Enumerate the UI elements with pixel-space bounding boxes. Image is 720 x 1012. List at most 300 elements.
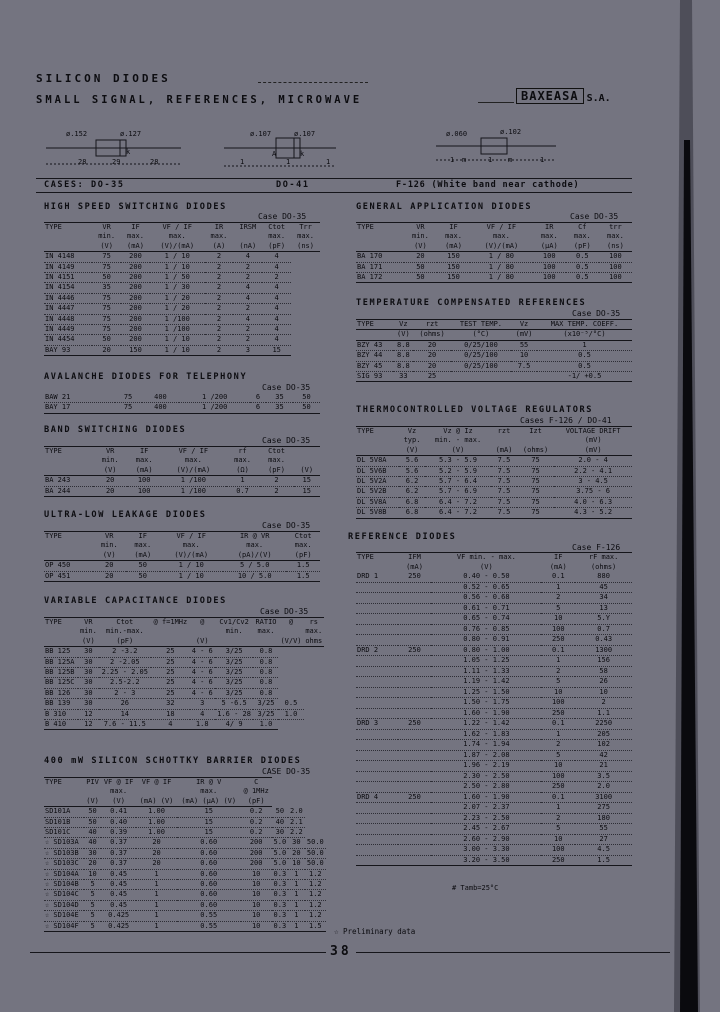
- tc-header-cell: (x10⁻⁵/°C): [537, 330, 632, 340]
- ref-cell: [398, 698, 432, 709]
- sch-cell: 1: [136, 869, 176, 879]
- vc-header-cell: min.: [79, 627, 97, 636]
- sch-cell: 0.3: [273, 880, 287, 889]
- bs-header-cell: [44, 456, 93, 465]
- bs-header-cell: (V): [93, 466, 127, 476]
- sch-cell: 0.3: [273, 911, 287, 920]
- ref-cell: 0.1: [541, 719, 575, 730]
- sch-cell: 5.0: [273, 848, 287, 857]
- sch-cell: 5: [84, 921, 101, 931]
- tc-header-cell: (V): [393, 330, 413, 340]
- ref-cell: [398, 677, 432, 688]
- tv-cell: 75: [517, 497, 554, 507]
- tv-cell: DL 5V8A: [356, 497, 399, 507]
- hs-cell: 2: [205, 273, 234, 283]
- sch-cell: 0.45: [101, 880, 137, 890]
- vc-cell: 3/25: [215, 678, 254, 688]
- ref-cell: 2.50 - 2.80: [431, 782, 541, 793]
- ga-header-cell: IF: [437, 223, 470, 233]
- sch-cell: 0.37: [101, 848, 137, 858]
- hs-cell: 1 /100: [150, 314, 205, 324]
- sch-cell: 50: [272, 807, 289, 817]
- tv-cell: DL 5V2A: [356, 477, 399, 487]
- logo-text: BAXEASA: [516, 88, 584, 104]
- ref-cell: [356, 698, 398, 709]
- pkg2-label-e: 1: [286, 158, 291, 166]
- tc-header-cell: (mV): [511, 330, 537, 340]
- bs-header-cell: max.: [184, 456, 202, 465]
- sch-header-row: [44, 787, 326, 796]
- tv-table: [356, 426, 632, 519]
- ga-header-cell: [356, 242, 404, 252]
- table-row: [356, 340, 632, 350]
- vc-cell: 2 -3.2: [99, 647, 151, 657]
- tv-cell: 3 - 4.5: [554, 477, 632, 487]
- tv-header-row: [356, 436, 632, 445]
- ul-header-cell: [44, 541, 93, 550]
- tc-cell: [511, 372, 537, 382]
- sch-cell: 50.0: [305, 848, 326, 858]
- ul-header-cell: (mA): [126, 551, 160, 561]
- sch-header-row: [44, 797, 326, 807]
- tv-header-cell: rzt: [491, 427, 517, 437]
- av-case: Case DO-35: [262, 383, 311, 392]
- sch-cell: ☆ SD104D: [44, 900, 84, 910]
- ul-header-cell: (V): [93, 551, 127, 561]
- table-row: [356, 845, 632, 856]
- ga-header-cell: max.: [573, 232, 591, 241]
- tv-cell: 75: [517, 487, 554, 497]
- sch-cell: SD101C: [44, 828, 84, 838]
- logo-suffix: S.A.: [586, 93, 611, 104]
- hs-cell: 15: [262, 345, 291, 355]
- ref-cell: 0.80 - 1.00: [431, 645, 541, 656]
- pkg2-label-a: ø.107: [250, 130, 272, 138]
- ga-cell: 1 / 80: [470, 273, 533, 283]
- vc-cell: 25: [151, 657, 190, 667]
- ul-table: [44, 531, 320, 582]
- ul-header-cell: IF: [126, 532, 160, 542]
- ref-cell: [356, 740, 398, 751]
- ref-cell: 1: [541, 803, 575, 814]
- tv-header-cell: typ.: [403, 436, 421, 445]
- vc-cell: 3/25: [215, 668, 254, 678]
- tc-header-cell: Vz: [393, 320, 413, 330]
- sch-cell: ☆ SD104F: [44, 921, 84, 931]
- bs-header-cell: TYPE: [44, 447, 93, 457]
- sch-header-cell: max.: [200, 787, 218, 796]
- tc-cell: 20: [413, 351, 450, 361]
- ref-cell: [398, 845, 432, 856]
- bs-cell: BA 244: [44, 486, 93, 496]
- av-cell: 75: [115, 393, 142, 403]
- ga-header-cell: max.: [492, 232, 510, 241]
- ref-cell: [356, 761, 398, 772]
- ref-cell: 5: [541, 824, 575, 835]
- ul-header-cell: max.: [294, 541, 312, 550]
- table-row: [356, 803, 632, 814]
- ref-header-cell: rF max.: [575, 553, 632, 563]
- table-row: [44, 262, 320, 272]
- ul-cell: 20: [93, 571, 127, 581]
- sch-header-cell: (mA) (µA) (V): [177, 797, 241, 807]
- ref-cell: [398, 782, 432, 793]
- hs-cell: 2: [205, 314, 234, 324]
- ref-cell: [356, 582, 398, 593]
- tc-cell: BZY 43: [356, 340, 393, 350]
- sch-cell: 1: [136, 921, 176, 931]
- sch-header-cell: [44, 787, 84, 796]
- tv-cell: 5.2 - 5.9: [425, 466, 491, 476]
- table-row: [44, 325, 320, 335]
- tc-cell: BZY 44: [356, 351, 393, 361]
- hs-cell: 200: [121, 283, 150, 293]
- table-row: [44, 869, 326, 879]
- ref-cell: 4.5: [575, 845, 632, 856]
- tv-cell: 7.5: [491, 497, 517, 507]
- ref-cell: 1: [541, 656, 575, 667]
- ref-header-cell: VF min. - max.: [431, 553, 541, 563]
- pkg3-label-d: m: [462, 156, 467, 164]
- sch-header-cell: PIV: [86, 778, 99, 786]
- sch-cell: SD101B: [44, 817, 84, 827]
- sch-cell: 50: [84, 817, 101, 827]
- bs-cell: 100: [127, 476, 161, 486]
- hs-cell: 4: [262, 304, 291, 314]
- sch-cell: 10: [241, 880, 272, 890]
- ul-cell: 1.5: [286, 561, 320, 571]
- sch-cell: 1: [136, 880, 176, 890]
- vc-cell: 25: [151, 688, 190, 698]
- hs-cell: 20: [92, 345, 121, 355]
- table-row: [356, 666, 632, 677]
- ref-cell: [398, 729, 432, 740]
- tc-cell: 20: [413, 361, 450, 371]
- header-dash: [258, 82, 368, 83]
- tc-cell: 0/25/100: [451, 351, 511, 361]
- vc-cell: 4 - 6: [191, 657, 213, 666]
- table-row: [44, 561, 320, 571]
- sch-cell: 2.0: [288, 807, 305, 817]
- ref-cell: 1.5: [575, 855, 632, 866]
- ref-header-cell: (mA): [406, 562, 423, 571]
- vc-header-cell: ohms: [305, 636, 323, 645]
- vc-cell: 4 - 6: [191, 647, 213, 656]
- table-row: [356, 456, 632, 466]
- sch-cell: 0.60: [177, 848, 241, 858]
- table-row: [356, 603, 632, 614]
- ul-header-cell: max.: [246, 541, 264, 550]
- ga-header-cell: Cf: [566, 223, 599, 233]
- tv-cell: 2.0 - 4: [554, 456, 632, 466]
- sch-cell: 20: [288, 848, 305, 858]
- bs-cell: 0.7: [226, 486, 260, 496]
- ul-header-cell: max.: [134, 541, 152, 550]
- ref-cell: [398, 855, 432, 866]
- sch-cell: 20: [136, 859, 176, 869]
- hs-cell: 1 / 10: [150, 345, 205, 355]
- ref-cell: 5: [541, 603, 575, 614]
- tc-header-row: [356, 320, 632, 330]
- sch-cell: 0.40: [101, 817, 137, 827]
- ref-cell: [398, 666, 432, 677]
- vc-header-cell: VR: [78, 618, 98, 628]
- sch-cell: 0.3: [273, 921, 287, 930]
- hs-cell: 1 / 10: [150, 335, 205, 345]
- ref-cell: 10: [575, 687, 632, 698]
- ga-header-cell: (mA): [437, 242, 470, 252]
- table-row: [356, 719, 632, 730]
- ul-cell: 1 / 10: [160, 571, 223, 581]
- sch-cell: 5: [84, 900, 101, 910]
- tv-case: Cases F-126 / DO-41: [520, 416, 612, 425]
- av-cell: 50: [293, 403, 320, 413]
- ref-cell: 1.60 - 1.90: [431, 792, 541, 803]
- ref-cell: [356, 729, 398, 740]
- vc-cell: 30: [78, 678, 98, 688]
- sch-table: [44, 777, 326, 932]
- ref-cell: 880: [575, 572, 632, 582]
- ref-cell: 250: [398, 792, 432, 803]
- sch-cell: 1.00: [136, 828, 176, 838]
- ul-header-cell: (pA)/(V): [223, 551, 286, 561]
- vc-cell: 30: [78, 688, 98, 698]
- ul-header-cell: TYPE: [44, 532, 93, 542]
- hs-cell: 2: [233, 335, 262, 345]
- tv-header-row: [356, 446, 632, 456]
- sch-cell: 50.0: [305, 838, 326, 848]
- hs-title: HIGH SPEED SWITCHING DIODES: [44, 202, 227, 212]
- tv-header-cell: [356, 446, 399, 456]
- bs-cell: 1 /100: [161, 476, 225, 486]
- hs-cell: 2: [205, 304, 234, 314]
- ref-cell: 0.43: [575, 635, 632, 646]
- sch-cell: 1: [288, 880, 305, 890]
- ref-cell: 1.25 - 1.50: [431, 687, 541, 698]
- bs-cell: 2: [260, 486, 294, 496]
- pkg2-label-c: 1: [240, 158, 245, 166]
- sch-header-cell: [44, 797, 84, 807]
- table-row: [356, 487, 632, 497]
- ref-cell: [356, 803, 398, 814]
- tv-cell: 5.7 - 6.9: [425, 487, 491, 497]
- ul-cell: 5 / 5.0: [223, 561, 286, 571]
- ga-cell: 100: [533, 252, 566, 262]
- tv-cell: 2.2 - 4.1: [554, 466, 632, 476]
- tv-header-cell: (V): [399, 446, 425, 456]
- ref-cell: [398, 813, 432, 824]
- ga-cell: 50: [404, 262, 437, 272]
- tv-cell: 5.6: [399, 466, 425, 476]
- sch-cell: 1: [288, 900, 305, 910]
- sch-cell: 1: [136, 911, 176, 921]
- tv-header-cell: [491, 436, 517, 445]
- tc-cell: 0.5: [537, 351, 632, 361]
- sch-cell: 0.425: [101, 911, 137, 921]
- ref-cell: 102: [575, 740, 632, 751]
- sch-cell: 1: [288, 890, 305, 900]
- sch-cell: 1.2: [305, 900, 326, 910]
- tc-header-cell: Vz: [511, 320, 537, 330]
- hs-cell: 200: [121, 273, 150, 283]
- hs-cell: 200: [121, 293, 150, 303]
- tc-title: TEMPERATURE COMPENSATED REFERENCES: [356, 298, 587, 308]
- pkg1-label-c: 28: [78, 158, 87, 166]
- bs-cell: 100: [127, 486, 161, 496]
- ref-cell: 205: [575, 729, 632, 740]
- vc-header-cell: @: [190, 618, 215, 628]
- bs-header-cell: [44, 466, 93, 476]
- ref-cell: [398, 824, 432, 835]
- sch-cell: 0.425: [101, 921, 137, 931]
- vc-case: Case DO-35: [260, 607, 309, 616]
- table-row: [44, 283, 320, 293]
- ref-cell: 1: [541, 729, 575, 740]
- ul-header-row: [44, 541, 320, 550]
- sch-cell: 20: [136, 848, 176, 858]
- vc-cell: B 310: [44, 709, 78, 719]
- tv-cell: DL 5V8B: [356, 508, 399, 518]
- tv-cell: 3.75 - 6: [554, 487, 632, 497]
- bs-cell: 15: [294, 476, 320, 486]
- vc-cell: 30: [78, 647, 98, 657]
- ref-cell: 5.Y: [575, 614, 632, 625]
- table-row: [356, 614, 632, 625]
- av-title: AVALANCHE DIODES FOR TELEPHONY: [44, 372, 248, 382]
- sch-cell: 10: [84, 869, 101, 879]
- ref-cell: DRD 3: [356, 719, 398, 730]
- ref-cell: 250: [541, 635, 575, 646]
- sch-cell: 1.00: [136, 807, 176, 817]
- pkg2-label-f: k: [300, 150, 305, 158]
- table-row: [44, 900, 326, 910]
- ref-cell: [398, 593, 432, 604]
- vc-cell: 30: [78, 657, 98, 667]
- tc-cell: BZY 45: [356, 361, 393, 371]
- ref-cell: [398, 740, 432, 751]
- table-row: [356, 593, 632, 604]
- ref-cell: [398, 803, 432, 814]
- av-cell: 35: [266, 403, 293, 413]
- tc-cell: 1: [537, 340, 632, 350]
- pkg3-label-f: m: [508, 156, 513, 164]
- table-row: [44, 668, 324, 678]
- ga-cell: BA 171: [356, 262, 404, 272]
- pkg1-label-f: 28: [150, 158, 159, 166]
- sch-cell: 0.37: [101, 859, 137, 869]
- sch-header-cell: @ 1MHz: [243, 787, 269, 796]
- sch-cell: 1.2: [305, 869, 326, 879]
- tv-cell: DL 5V6B: [356, 466, 399, 476]
- hs-cell: 35: [92, 283, 121, 293]
- table-row: [44, 345, 320, 355]
- ref-header-cell: IFM: [398, 553, 432, 563]
- vc-cell: 32: [151, 699, 190, 709]
- ga-header-cell: max.: [607, 232, 624, 241]
- vc-header-cell: (V): [78, 637, 98, 647]
- table-row: [44, 273, 320, 283]
- tv-header-cell: VOLTAGE DRIFT: [554, 427, 632, 437]
- hs-header-cell: IF: [121, 223, 150, 233]
- ref-cell: 10: [541, 614, 575, 625]
- vc-cell: 7.6 - 11.5: [99, 720, 151, 730]
- vc-cell: 12: [78, 720, 98, 730]
- sch-cell: 10: [241, 890, 272, 900]
- ref-cell: 3.5: [575, 771, 632, 782]
- ul-header-cell: [44, 551, 93, 561]
- ref-cell: 10: [541, 687, 575, 698]
- hs-cell: 75: [92, 293, 121, 303]
- vc-header-cell: @: [278, 618, 303, 628]
- tv-cell: DL 5V2B: [356, 487, 399, 497]
- hs-cell: 2: [233, 325, 262, 335]
- ref-cell: [356, 624, 398, 635]
- bs-table: [44, 446, 320, 497]
- tc-cell: SIG 93: [356, 372, 393, 382]
- sch-header-cell: (V): [101, 797, 137, 807]
- tv-header-cell: [517, 436, 554, 445]
- hs-cell: 1 / 20: [150, 293, 205, 303]
- sch-cell: 15: [177, 828, 241, 838]
- vc-cell: 2.25 - 2.05: [99, 668, 151, 678]
- tv-header-cell: (mA): [491, 446, 517, 456]
- ref-cell: 2.60 - 2.90: [431, 834, 541, 845]
- sch-header-row: [44, 778, 326, 788]
- ref-cell: 0.61 - 0.71: [431, 603, 541, 614]
- ref-cell: 34: [575, 593, 632, 604]
- ga-header-cell: TYPE: [356, 223, 404, 233]
- vc-header-cell: (V/V): [280, 636, 302, 645]
- header-line-2: SMALL SIGNAL, REFERENCES, MICROWAVE: [36, 94, 363, 106]
- vc-cell: 4 - 6: [191, 668, 213, 677]
- vc-header-cell: [215, 637, 254, 647]
- ga-cell: 150: [437, 252, 470, 262]
- bs-header-cell: [294, 456, 320, 465]
- hs-header-cell: (V): [92, 242, 121, 252]
- hs-cell: 4: [262, 262, 291, 272]
- table-row: [356, 782, 632, 793]
- ref-cell: 100: [541, 698, 575, 709]
- vc-cell: BB 126: [44, 688, 78, 698]
- vc-header-cell: Ctot: [99, 618, 151, 628]
- vc-cell: 3/25: [215, 657, 254, 667]
- ref-cell: [356, 666, 398, 677]
- tc-cell: [451, 372, 511, 382]
- ref-cell: 0.1: [541, 645, 575, 656]
- ref-cell: [398, 761, 432, 772]
- ref-cell: [398, 603, 432, 614]
- hs-cell: IN 4149: [44, 262, 92, 272]
- ref-header-row: [356, 553, 632, 563]
- table-row: [356, 698, 632, 709]
- table-row: [356, 645, 632, 656]
- ref-cell: 250: [541, 782, 575, 793]
- ga-header-cell: (ns): [599, 242, 632, 252]
- sch-cell: 1.00: [136, 817, 176, 827]
- sch-header-cell: (mA) (V): [136, 797, 176, 807]
- av-table: [44, 393, 320, 414]
- ref-cell: [398, 582, 432, 593]
- vc-header-cell: [278, 627, 303, 636]
- vc-cell: 3/25: [253, 709, 278, 719]
- av-cell: 1 /200: [179, 393, 250, 403]
- ul-cell: 1.5: [286, 571, 320, 581]
- sch-cell: ☆ SD104C: [44, 890, 84, 900]
- sch-cell: 50: [84, 807, 101, 817]
- hs-header-cell: (ns): [291, 242, 320, 252]
- hs-cell: 3: [233, 345, 262, 355]
- hs-header-cell: max.: [127, 232, 144, 241]
